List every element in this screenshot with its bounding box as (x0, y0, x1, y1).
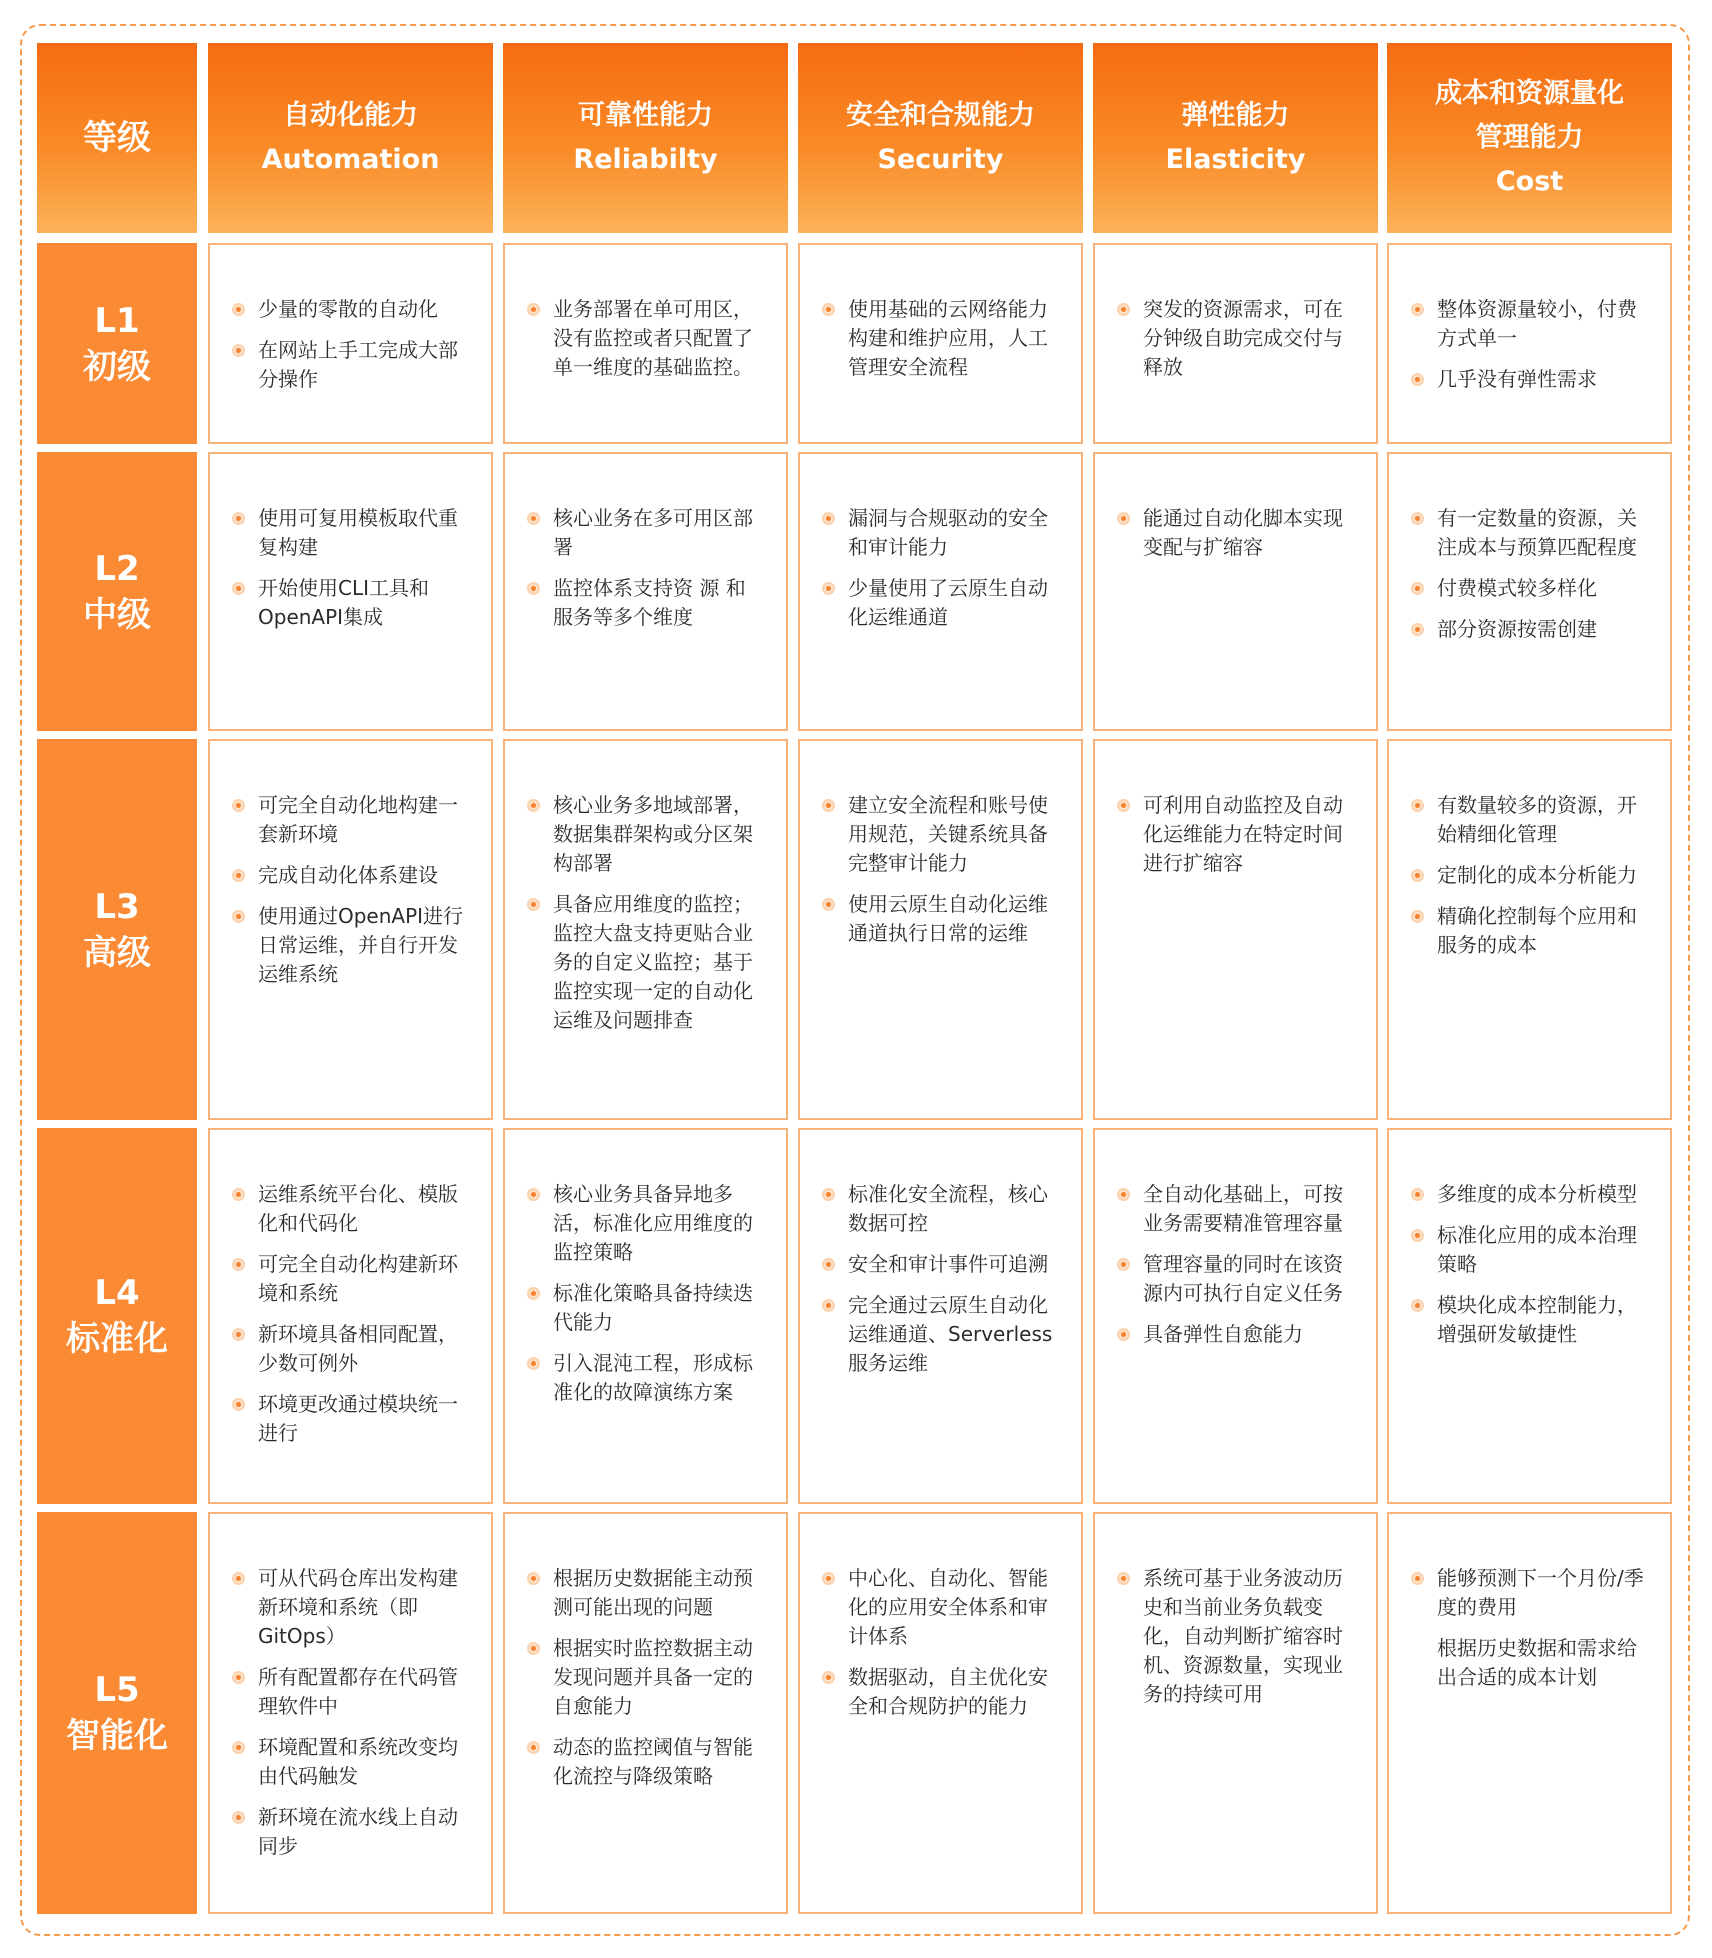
list-item-text: 核心业务多地域部署，数据集群架构或分区架构部署 (553, 793, 753, 875)
bullet-icon (1411, 512, 1424, 525)
list-item-text: 完全通过云原生自动化运维通道、Serverless 服务运维 (848, 1293, 1053, 1375)
list-item-text: 安全和审计事件可追溯 (848, 1252, 1048, 1276)
header-column-reliabilty (503, 43, 788, 233)
list-item-text: 新环境在流水线上自动同步 (258, 1805, 458, 1858)
list-item-text: 在网站上手工完成大部分操作 (258, 338, 458, 391)
level-name: 中级 (83, 594, 151, 635)
bullet-icon (527, 799, 540, 812)
list-item (822, 1180, 1055, 1238)
list-item (527, 1279, 760, 1337)
header-column-security (798, 43, 1083, 233)
list-item (232, 336, 465, 394)
list-item (1411, 574, 1644, 603)
list-item (1411, 1634, 1644, 1692)
list-item-text: 付费模式较多样化 (1437, 576, 1597, 600)
matrix-cell (798, 739, 1083, 1120)
list-item-text: 部分资源按需创建 (1437, 617, 1597, 641)
matrix-cell (503, 739, 788, 1120)
bullet-icon (232, 1741, 245, 1754)
list-item-text: 标准化安全流程，核心数据可控 (848, 1182, 1048, 1235)
list-item-text: 核心业务在多可用区部署 (553, 506, 753, 559)
bullet-icon (232, 1328, 245, 1341)
matrix-cell (798, 1128, 1083, 1504)
bullet-icon (1411, 303, 1424, 316)
list-item-text: 完成自动化体系建设 (258, 863, 438, 887)
list-item (527, 295, 760, 382)
list-item-text: 整体资源量较小，付费方式单一 (1437, 297, 1637, 350)
list-item (1411, 1291, 1644, 1349)
bullet-icon (232, 910, 245, 923)
bullet-icon (232, 1572, 245, 1585)
list-item-text: 所有配置都存在代码管理软件中 (258, 1665, 458, 1718)
level-code: L5 (94, 1670, 140, 1710)
matrix-cell (1387, 739, 1672, 1120)
list-item-text: 能通过自动化脚本实现变配与扩缩容 (1143, 506, 1343, 559)
list-item (822, 890, 1055, 948)
matrix-cell (1093, 1512, 1378, 1914)
bullet-icon (232, 1188, 245, 1201)
matrix-cell (1093, 452, 1378, 731)
list-item-text: 标准化应用的成本治理策略 (1437, 1223, 1637, 1276)
list-item-text: 运维系统平台化、模版化和代码化 (258, 1182, 458, 1235)
bullet-icon (822, 1671, 835, 1684)
list-item (232, 574, 465, 632)
bullet-icon (232, 1671, 245, 1684)
list-item (527, 1180, 760, 1267)
list-item (232, 1390, 465, 1448)
list-item (1117, 295, 1350, 382)
bullet-icon (822, 799, 835, 812)
list-item-text: 建立安全流程和账号使用规范，关键系统具备完整审计能力 (848, 793, 1048, 875)
bullet-icon (527, 1357, 540, 1370)
bullet-icon (232, 869, 245, 882)
level-l3 (37, 739, 197, 1120)
matrix-cell (1387, 243, 1672, 444)
bullet-icon (232, 1398, 245, 1411)
list-item (232, 1564, 465, 1651)
bullet-icon (1117, 1572, 1130, 1585)
list-item-text: 引入混沌工程，形成标准化的故障演练方案 (553, 1351, 753, 1404)
matrix-cell (1093, 1128, 1378, 1504)
list-item (1117, 791, 1350, 878)
header-column-cn: 可靠性能力 (578, 100, 713, 131)
bullet-icon (527, 582, 540, 595)
list-item-text: 有数量较多的资源，开始精细化管理 (1437, 793, 1637, 846)
list-item (1411, 791, 1644, 849)
list-item (1411, 615, 1644, 644)
level-name: 智能化 (66, 1716, 168, 1756)
list-item (527, 1634, 760, 1721)
bullet-icon (527, 1741, 540, 1754)
list-item (1411, 365, 1644, 394)
bullet-icon (1411, 1188, 1424, 1201)
matrix-cell (503, 1128, 788, 1504)
matrix-cell (1093, 739, 1378, 1120)
bullet-icon (1117, 1328, 1130, 1341)
list-item-text: 突发的资源需求，可在分钟级自助完成交付与释放 (1143, 297, 1343, 379)
bullet-icon (822, 1299, 835, 1312)
bullet-icon (527, 898, 540, 911)
bullet-icon (1117, 303, 1130, 316)
list-item (1117, 1250, 1350, 1308)
list-item (232, 791, 465, 849)
matrix-cell (208, 243, 493, 444)
bullet-icon (1411, 1299, 1424, 1312)
bullet-icon (822, 512, 835, 525)
bullet-icon (527, 303, 540, 316)
bullet-icon (1117, 799, 1130, 812)
list-item (527, 791, 760, 878)
bullet-icon (1411, 373, 1424, 386)
bullet-icon (527, 1642, 540, 1655)
list-item-text: 模块化成本控制能力，增强研发敏捷性 (1437, 1293, 1637, 1346)
level-l2 (37, 452, 197, 731)
list-item-text: 具备应用维度的监控；监控大盘支持更贴合业务的自定义监控；基于监控实现一定的自动化运维及问题排查 (553, 892, 753, 1032)
list-item-text: 可完全自动化地构建一套新环境 (258, 793, 458, 846)
bullet-icon (232, 582, 245, 595)
level-code: L4 (94, 1273, 140, 1313)
level-name: 标准化 (66, 1319, 168, 1359)
list-item-text: 根据历史数据和需求给出合适的成本计划 (1437, 1636, 1637, 1689)
header-level (37, 43, 197, 233)
level-name: 高级 (83, 932, 151, 973)
bullet-icon (527, 1188, 540, 1201)
bullet-icon (232, 512, 245, 525)
list-item (527, 1564, 760, 1622)
list-item-text: 多维度的成本分析模型 (1437, 1182, 1637, 1206)
list-item (232, 295, 465, 324)
list-item-text: 可利用自动监控及自动化运维能力在特定时间进行扩缩容 (1143, 793, 1343, 875)
list-item-text: 数据驱动，自主优化安全和合规防护的能力 (848, 1665, 1048, 1718)
list-item (232, 861, 465, 890)
list-item-text: 定制化的成本分析能力 (1437, 863, 1637, 887)
header-column-cn: 安全和合规能力 (846, 100, 1035, 131)
header-level-label: 等级 (83, 118, 151, 158)
header-column-cn: 成本和资源量化管理能力 (1435, 78, 1624, 153)
bullet-icon (1117, 1188, 1130, 1201)
header-column-automation (208, 43, 493, 233)
list-item-text: 环境更改通过模块统一进行 (258, 1392, 458, 1445)
list-item (1411, 504, 1644, 562)
header-column-en: Elasticity (1165, 144, 1306, 175)
header-column-en: Reliabilty (573, 144, 718, 175)
level-code: L3 (94, 886, 140, 927)
list-item-text: 可完全自动化构建新环境和系统 (258, 1252, 458, 1305)
bullet-icon (527, 512, 540, 525)
list-item-text: 可从代码仓库出发构建新环境和系统（即GitOps） (258, 1566, 458, 1648)
bullet-icon (1411, 799, 1424, 812)
bullet-icon (1117, 1258, 1130, 1271)
list-item-text: 新环境具备相同配置，少数可例外 (258, 1322, 458, 1375)
list-item (1411, 861, 1644, 890)
list-item-text: 漏洞与合规驱动的安全和审计能力 (848, 506, 1048, 559)
matrix-cell (503, 452, 788, 731)
list-item (1411, 1221, 1644, 1279)
list-item-text: 具备弹性自愈能力 (1143, 1322, 1303, 1346)
list-item (232, 1320, 465, 1378)
bullet-icon (1411, 623, 1424, 636)
list-item (1411, 1180, 1644, 1209)
level-code: L1 (94, 300, 140, 341)
matrix-cell (1387, 452, 1672, 731)
matrix-cell (1387, 1128, 1672, 1504)
list-item-text: 使用通过OpenAPI进行日常运维，并自行开发运维系统 (258, 904, 464, 986)
matrix-cell (208, 739, 493, 1120)
list-item-text: 标准化策略具备持续迭代能力 (553, 1281, 753, 1334)
list-item (822, 1564, 1055, 1651)
bullet-icon (232, 1811, 245, 1824)
list-item (527, 504, 760, 562)
list-item (822, 1250, 1055, 1279)
list-item (822, 295, 1055, 382)
list-item (1411, 902, 1644, 960)
list-item (1117, 1564, 1350, 1709)
list-item-text: 使用基础的云网络能力构建和维护应用，人工管理安全流程 (848, 297, 1048, 379)
list-item (232, 1250, 465, 1308)
list-item-text: 根据历史数据能主动预测可能出现的问题 (553, 1566, 753, 1619)
list-item-text: 业务部署在单可用区，没有监控或者只配置了单一维度的基础监控。 (553, 297, 753, 379)
list-item (822, 574, 1055, 632)
matrix-cell (208, 1512, 493, 1914)
list-item (232, 902, 465, 989)
list-item (527, 574, 760, 632)
list-item-text: 管理容量的同时在该资源内可执行自定义任务 (1143, 1252, 1343, 1305)
bullet-icon (1117, 512, 1130, 525)
bullet-icon (232, 344, 245, 357)
list-item (527, 1733, 760, 1791)
list-item-text: 系统可基于业务波动历史和当前业务负载变化，自动判断扩缩容时机、资源数量，实现业务的持续可用 (1143, 1566, 1343, 1706)
level-l1 (37, 243, 197, 444)
header-column-cost (1387, 43, 1672, 233)
matrix-cell (503, 243, 788, 444)
bullet-icon (822, 1188, 835, 1201)
bullet-icon (822, 898, 835, 911)
list-item (232, 1663, 465, 1721)
bullet-icon (822, 1258, 835, 1271)
list-item (822, 791, 1055, 878)
list-item-text: 环境配置和系统改变均由代码触发 (258, 1735, 458, 1788)
bullet-icon (527, 1287, 540, 1300)
list-item-text: 开始使用CLI工具和OpenAPI集成 (258, 576, 430, 629)
matrix-cell (798, 1512, 1083, 1914)
list-item (527, 890, 760, 1035)
list-item (232, 1803, 465, 1861)
bullet-icon (232, 303, 245, 316)
bullet-icon (1411, 582, 1424, 595)
matrix-cell (208, 1128, 493, 1504)
level-l4 (37, 1128, 197, 1504)
header-column-cn: 弹性能力 (1181, 100, 1290, 131)
header-column-cn: 自动化能力 (283, 100, 418, 131)
list-item (232, 504, 465, 562)
matrix-cell (1093, 243, 1378, 444)
list-item (527, 1349, 760, 1407)
bullet-icon (822, 303, 835, 316)
list-item (1411, 295, 1644, 353)
list-item-text: 使用云原生自动化运维通道执行日常的运维 (848, 892, 1048, 945)
matrix-cell (503, 1512, 788, 1914)
list-item-text: 少量的零散的自动化 (258, 297, 438, 321)
list-item (822, 504, 1055, 562)
list-item (232, 1733, 465, 1791)
header-column-elasticity (1093, 43, 1378, 233)
list-item (232, 1180, 465, 1238)
list-item (1117, 504, 1350, 562)
bullet-icon (232, 799, 245, 812)
list-item-text: 监控体系支持资 源 和服务等多个维度 (553, 576, 746, 629)
list-item (1117, 1320, 1350, 1349)
level-code: L2 (94, 548, 140, 589)
matrix-cell (208, 452, 493, 731)
matrix-cell (798, 452, 1083, 731)
list-item-text: 使用可复用模板取代重复构建 (258, 506, 458, 559)
bullet-icon (1411, 910, 1424, 923)
list-item-text: 中心化、自动化、智能化的应用安全体系和审计体系 (848, 1566, 1048, 1648)
list-item-text: 少量使用了云原生自动化运维通道 (848, 576, 1048, 629)
level-l5 (37, 1512, 197, 1914)
list-item-text: 几乎没有弹性需求 (1437, 367, 1597, 391)
header-column-en: Security (877, 144, 1004, 175)
list-item-text: 全自动化基础上，可按业务需要精准管理容量 (1143, 1182, 1343, 1235)
matrix-cell (1387, 1512, 1672, 1914)
bullet-icon (232, 1258, 245, 1271)
bullet-icon (1411, 869, 1424, 882)
list-item-text: 动态的监控阈值与智能化流控与降级策略 (553, 1735, 753, 1788)
matrix-cell (798, 243, 1083, 444)
bullet-icon (822, 1572, 835, 1585)
list-item-text: 能够预测下一个月份/季度的费用 (1437, 1566, 1644, 1619)
bullet-icon (527, 1572, 540, 1585)
bullet-icon (1411, 1572, 1424, 1585)
level-name: 初级 (83, 346, 151, 387)
list-item-text: 根据实时监控数据主动发现问题并具备一定的自愈能力 (553, 1636, 753, 1718)
list-item-text: 有一定数量的资源，关注成本与预算匹配程度 (1437, 506, 1637, 559)
bullet-icon (822, 582, 835, 595)
list-item-text: 核心业务具备异地多活，标准化应用维度的监控策略 (553, 1182, 753, 1264)
header-column-en: Cost (1495, 166, 1564, 197)
list-item (1411, 1564, 1644, 1622)
header-column-en: Automation (261, 144, 440, 175)
bullet-icon (1411, 1229, 1424, 1242)
list-item (822, 1291, 1055, 1378)
list-item (822, 1663, 1055, 1721)
list-item (1117, 1180, 1350, 1238)
list-item-text: 精确化控制每个应用和服务的成本 (1437, 904, 1637, 957)
